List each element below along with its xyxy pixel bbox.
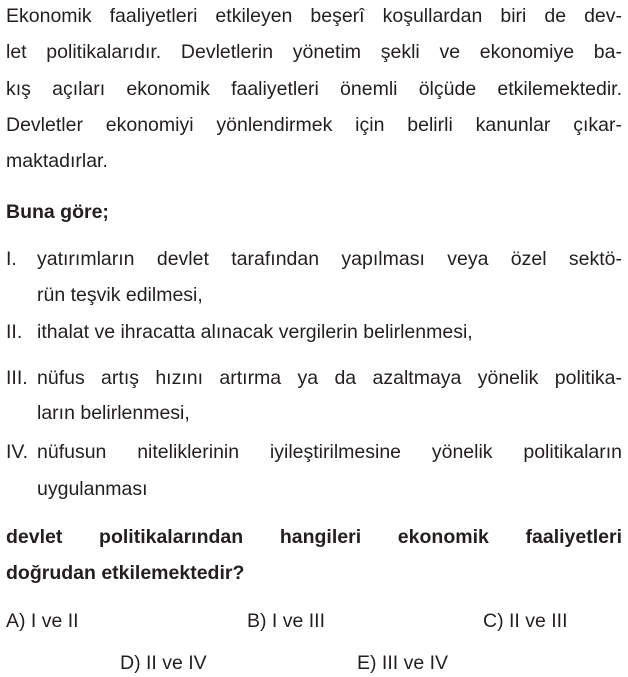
item-2-line-1: ithalat ve ihracatta alınacak vergilerin belirlenmesi,	[37, 321, 473, 343]
question-line-1: devlet politikalarından hangileri ekonomik faaliyetleri	[6, 526, 622, 548]
item-1-line-1: yatırımların devlet tarafından yapılması veya özel sektö-	[37, 248, 622, 270]
option-c[interactable]: C) II ve III	[483, 610, 568, 632]
option-e[interactable]: E) III ve IV	[357, 652, 449, 674]
item-4-line-1: nüfusun niteliklerinin iyileştirilmesine yönelik politikaların	[37, 441, 622, 463]
passage-line-2: let politikalarıdır. Devletlerin yönetim şekli ve ekonomiye ba-	[6, 41, 622, 63]
item-1-line-2: rün teşvik edilmesi,	[37, 284, 203, 306]
option-a[interactable]: A) I ve II	[6, 610, 79, 632]
item-3-line-2: ların belirlenmesi,	[37, 402, 190, 424]
item-numeral-3: III.	[6, 367, 28, 389]
item-numeral-4: IV.	[6, 441, 29, 463]
option-d[interactable]: D) II ve IV	[120, 652, 207, 674]
prompt-heading: Buna göre;	[6, 201, 109, 223]
passage-line-3: kış açıları ekonomik faaliyetleri önemli ölçüde etkilemektedir.	[6, 78, 622, 100]
passage-line-4: Devletler ekonomiyi yönlendirmek için belirli kanunlar çıkar-	[6, 114, 622, 136]
item-numeral-2: II.	[6, 321, 23, 343]
passage-line-1: Ekonomik faaliyetleri etkileyen beşerî koşullardan biri de dev-	[6, 5, 622, 27]
passage-line-5: maktadırlar.	[6, 150, 108, 172]
item-4-line-2: uygulanması	[37, 478, 148, 500]
option-b[interactable]: B) I ve III	[247, 610, 326, 632]
item-numeral-1: I.	[6, 248, 17, 270]
item-3-line-1: nüfus artış hızını artırma ya da azaltmaya yönelik politika-	[37, 367, 622, 389]
question-line-2: doğrudan etkilemektedir?	[6, 562, 245, 584]
